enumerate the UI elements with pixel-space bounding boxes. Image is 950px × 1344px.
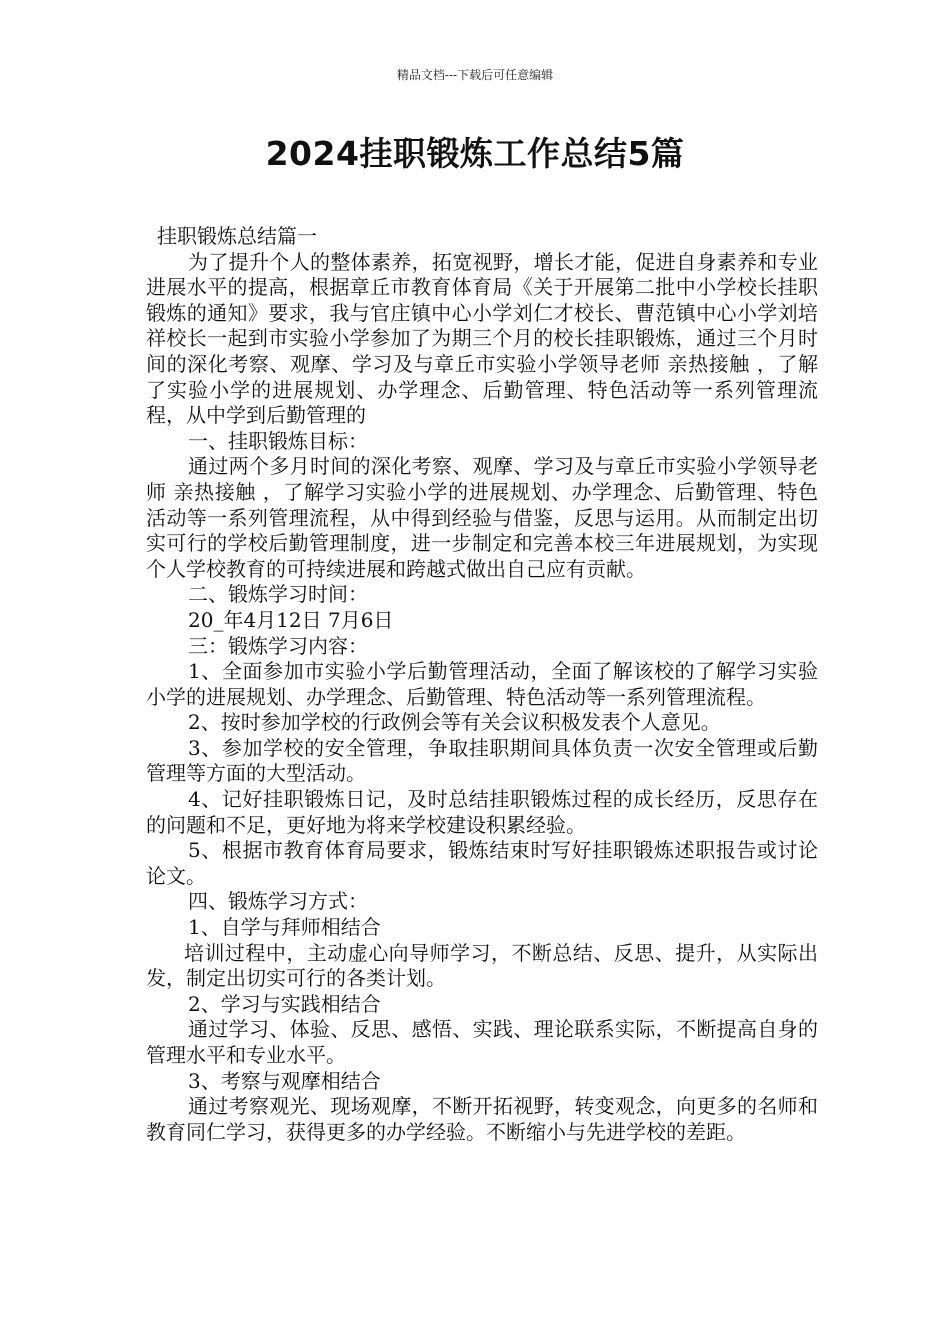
paragraph: 通过两个多月时间的深化考察、观摩、学习及与章丘市实验小学领导老师 亲热接触 ，了解学习实验小学的进展规划、办学理念、后勤管理、特色活动等一系列管理流程，从中得到经验与借鉴，反思与运用。从而制定出切实可行的学校后勤管理制度，进一步制定和完善本校三年进展规划，为实现个人学校教育的可持续进展和跨越式做出自己应有贡献。 [146,454,818,581]
paragraph: 通过考察观光、现场观摩，不断开拓视野，转变观念，向更多的名师和教育同仁学习，获得更多的办学经验。不断缩小与先进学校的差距。 [146,1094,818,1144]
document-title: 2024挂职锻炼工作总结5篇 [265,134,685,173]
paragraph: 5、根据市教育体育局要求，锻炼结束时写好挂职锻炼述职报告或讨论论文。 [146,838,818,888]
paragraph: 四、锻炼学习方式： [188,889,368,914]
paragraph: 一、挂职锻炼目标： [188,428,368,453]
paragraph: 3、考察与观摩相结合 [188,1068,381,1093]
paragraph: 2、学习与实践相结合 [188,991,381,1016]
document-body [146,224,818,1145]
paragraph: 二、锻炼学习时间： [188,582,368,607]
paragraph: 4、记好挂职锻炼日记，及时总结挂职锻炼过程的成长经历，反思存在的问题和不足，更好地为将来学校建设积累经验。 [146,787,818,837]
section-heading: 挂职锻炼总结篇一 [157,224,317,248]
paragraph: 1、全面参加市实验小学后勤管理活动，全面了解该校的了解学习实验小学的进展规划、办学理念、后勤管理、特色活动等一系列管理流程。 [146,659,818,709]
paragraph: 2、按时参加学校的行政例会等有关会议积极发表个人意见。 [188,710,721,735]
paragraph: 培训过程中，主动虚心向导师学习，不断总结、反思、提升，从实际出发，制定出切实可行的各类计划。 [146,940,818,991]
paragraph: 1、自学与拜师相结合 [188,915,381,940]
paragraph: 为了提升个人的整体素养，拓宽视野，增长才能，促进自身素养和专业进展水平的提高，根据章丘市教育体育局《关于开展第二批中小学校长挂职锻炼的通知》要求，我与官庄镇中心小学刘仁才校长、曹范镇中心小学刘培祥校长一起到市实验小学参加了为期三个月的校长挂职锻炼，通过三个月时间的深化考察、观摩、学习及与章丘市实验小学领导老师 亲热接触 ，了解了实验小学的进展规划、办学理念、后勤管理、特色活动等一系列管理流程，从中学到后勤管理的 [146,249,818,428]
header-note: 精品文档---下载后可任意编辑 [396,68,554,82]
paragraph: 20_年4月12日 7月6日 [188,607,394,632]
paragraph: 通过学习、体验、反思、感悟、实践、理论联系实际，不断提高自身的管理水平和专业水平。 [146,1017,818,1067]
paragraph: 3、参加学校的安全管理，争取挂职期间具体负责一次安全管理或后勤管理等方面的大型活动。 [146,735,818,786]
paragraph: 三：锻炼学习内容： [188,633,368,658]
